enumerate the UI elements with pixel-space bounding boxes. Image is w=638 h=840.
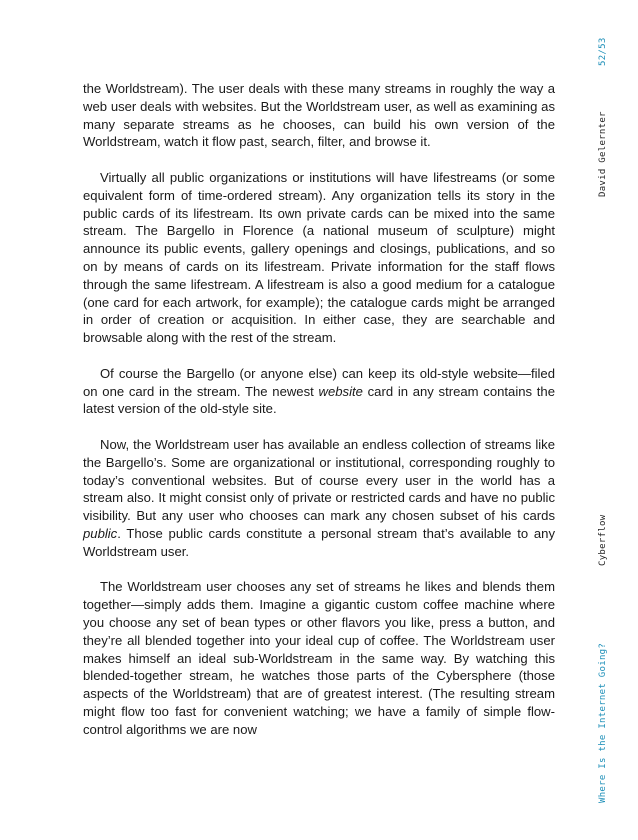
author-name: David Gelernter [598, 111, 608, 197]
page-number: 52/53 [598, 37, 608, 66]
paragraph-3-italic-website: website [318, 383, 363, 399]
paragraph-2-text: Virtually all public organizations or institutions will have lifestreams (or some equivalent form of time-ordered stream). Any organization tells its story in the public cards of its lifestream. Its own private cards can be mixed into the same stream. The Bargello in Florence (a national museum of sculpture) might announce its public events, gallery openings and closings, publications, and so on by means of cards on its lifestream. Private information for the staff flows through the same lifestream. A lifestream is also a good medium for a catalogue (one card for each artwork, for example); the catalogue cards might be arranged in order of creation or acquisition. In either case, they are searchable and browsable along with the rest of the stream. [83, 169, 555, 346]
body-text [83, 80, 555, 756]
book-title: Cyberflow [598, 514, 608, 566]
paragraph-5-text: The Worldstream user chooses any set of streams he likes and blends them together—simply adds them. Imagine a gigantic custom coffee machine where you choose any set of bean types or other flavors you like, press a button, and they’re all blended together into your ideal cup of coffee. The Worldstream user makes himself an ideal sub-Worldstream in the same way. By watching this blended-together stream, he watches those parts of the Cybersphere (those aspects of the Worldstream) that are of greatest interest. (The resulting stream might flow too fast for convenient watching; we have a family of simple flow-control algorithms we are now [83, 579, 555, 737]
paragraph-2 [83, 169, 555, 347]
chapter-title: Where Is the Internet Going? [598, 642, 608, 803]
paragraph-4-text-b: . Those public cards constitute a personal stream that’s available to any Worldstream user. [83, 525, 555, 559]
paragraph-3 [83, 365, 555, 418]
paragraph-3-text-b: card in any stream contains the latest version of the old-style site. [83, 383, 555, 417]
paragraph-1-text: the Worldstream). The user deals with these many streams in roughly the way a web user deals with websites. But the Worldstream user, as well as examining as many separate streams as he chooses, can build his own version of the Worldstream, watch it flow past, search, filter, and browse it. [83, 81, 555, 150]
paragraph-5 [83, 578, 555, 738]
paragraph-4-text-a: Now, the Worldstream user has available an endless collection of streams like the Bargello’s. Some are organizational or institutional, corresponding roughly to today’s conventional websites. But of course every user in the world has a stream also. It might consist only of private or restricted cards and have no public visibility. But any user who chooses can mark any chosen subset of his cards [83, 436, 555, 524]
paragraph-1 [83, 80, 555, 151]
paragraph-3-text-a: Of course the Bargello (or anyone else) can keep its old-style website—filed on one card in the stream. The newest [83, 365, 555, 399]
paragraph-4 [83, 436, 555, 561]
paragraph-4-italic-public: public [83, 525, 118, 541]
